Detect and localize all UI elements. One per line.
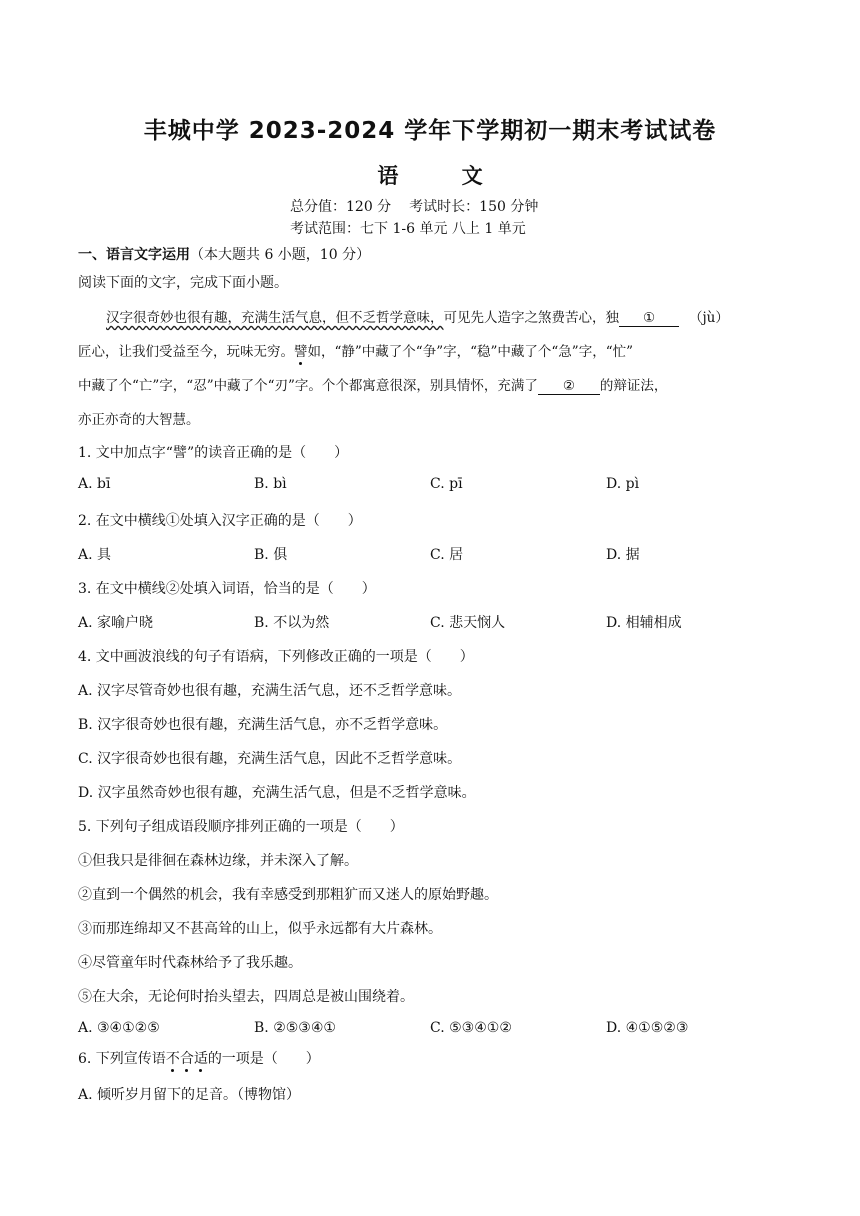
duration: 考试时长：150 分钟 [409, 199, 539, 215]
passage-text: 可见先人造字之煞费苦心，独 [443, 310, 619, 326]
option-c: C. pī [430, 476, 463, 492]
option-b: B. 俱 [254, 547, 288, 563]
passage-line-2 [78, 340, 784, 360]
total-score: 总分值：120 分 [290, 199, 392, 215]
sentence-line: ⑤在大余，无论何时抬头望去，四周总是被山围绕着。 [78, 989, 414, 1005]
passage-text: 中藏了个“亡”字，“忍”中藏了个“刃”字。个个都寓意很深，别具情怀，充满了 [78, 378, 538, 394]
wavy-sentence: 汉字很奇妙也很有趣，充满生活气息，但不乏哲学意味， [106, 310, 444, 326]
option-b: B. bì [254, 476, 287, 492]
option-line: C. 汉字很奇妙也很有趣，充满生活气息，因此不乏哲学意味。 [78, 751, 462, 767]
option-b: B. ②⑤③④① [254, 1020, 336, 1036]
passage-line-4: 亦正亦奇的大智慧。 [78, 412, 200, 428]
question-stem: 2. 在文中横线①处填入汉字正确的是（ ） [78, 513, 362, 529]
option-c: C. 居 [430, 547, 464, 563]
option-a: A. ③④①②⑤ [78, 1020, 160, 1036]
option-a: A. bī [78, 476, 111, 492]
dotted-char: 不 [165, 1051, 180, 1067]
option-line: A. 倾听岁月留下的足音。（博物馆） [78, 1087, 301, 1103]
option-c: C. 悲天悯人 [430, 615, 506, 631]
option-b: B. 不以为然 [254, 615, 330, 631]
question-stem: 3. 在文中横线②处填入词语，恰当的是（ ） [78, 581, 376, 597]
question-stem: 1. 文中加点字“譬”的读音正确的是（ ） [78, 445, 349, 461]
section-heading [78, 244, 370, 264]
option-d: D. 相辅相成 [606, 615, 682, 631]
subject-title: 语 文 [377, 164, 511, 188]
dotted-char: 譬 [294, 344, 308, 360]
sentence-line: ④尽管童年时代森林给予了我乐趣。 [78, 955, 302, 971]
passage-line-3 [78, 374, 784, 395]
passage-text: 匠心，让我们受益至今，玩味无穷。 [78, 344, 294, 360]
dotted-char: 合 [179, 1051, 194, 1067]
sentence-line: ②直到一个偶然的机会，我有幸感受到那粗犷而又迷人的原始野趣。 [78, 887, 498, 903]
option-d: D. ④①⑤②③ [606, 1020, 689, 1036]
blank-1: ① [619, 310, 679, 327]
blank-2: ② [538, 378, 600, 395]
option-line: D. 汉字虽然奇妙也很有趣，充满生活气息，但是不乏哲学意味。 [78, 785, 476, 801]
stem-text: 的一项是（ ） [207, 1051, 320, 1067]
question-stem: 5. 下列句子组成语段顺序排列正确的一项是（ ） [78, 819, 404, 835]
option-c: C. ⑤③④①② [430, 1020, 512, 1036]
passage-text: 如，“静”中藏了个“争”字，“稳”中藏了个“急”字，“忙” [307, 344, 634, 360]
dotted-char: 适 [193, 1051, 208, 1067]
option-d: D. pì [606, 476, 640, 492]
exam-scope: 考试范围：七下 1-6 单元 八上 1 单元 [290, 221, 526, 237]
option-a: A. 家喻户晓 [78, 615, 154, 631]
passage-text: 的辩证法， [599, 378, 668, 394]
pinyin-hint: （jù） [689, 310, 729, 326]
question-stem [78, 1048, 320, 1068]
option-line: B. 汉字很奇妙也很有趣，充满生活气息，亦不乏哲学意味。 [78, 717, 448, 733]
section-title: 一、语言文字运用 [78, 247, 190, 263]
question-stem: 4. 文中画波浪线的句子有语病，下列修改正确的一项是（ ） [78, 649, 474, 665]
passage-line-1 [78, 306, 784, 327]
instruction: 阅读下面的文字，完成下面小题。 [78, 275, 288, 291]
exam-title: 丰城中学 2023-2024 学年下学期初一期末考试试卷 [143, 118, 717, 144]
dotted-text [166, 1051, 208, 1067]
sentence-line: ③而那连绵却又不甚高耸的山上，似乎永远都有大片森林。 [78, 921, 442, 937]
dotted-word [166, 1051, 208, 1067]
option-d: D. 据 [606, 547, 640, 563]
section-note: （本大题共 6 小题，10 分） [190, 247, 371, 263]
sentence-line: ①但我只是徘徊在森林边缘，并未深入了解。 [78, 853, 358, 869]
stem-text: 6. 下列宣传语 [78, 1051, 166, 1067]
option-line: A. 汉字尽管奇妙也很有趣，充满生活气息，还不乏哲学意味。 [78, 683, 462, 699]
exam-meta-score-time [290, 196, 538, 216]
option-a: A. 具 [78, 547, 112, 563]
